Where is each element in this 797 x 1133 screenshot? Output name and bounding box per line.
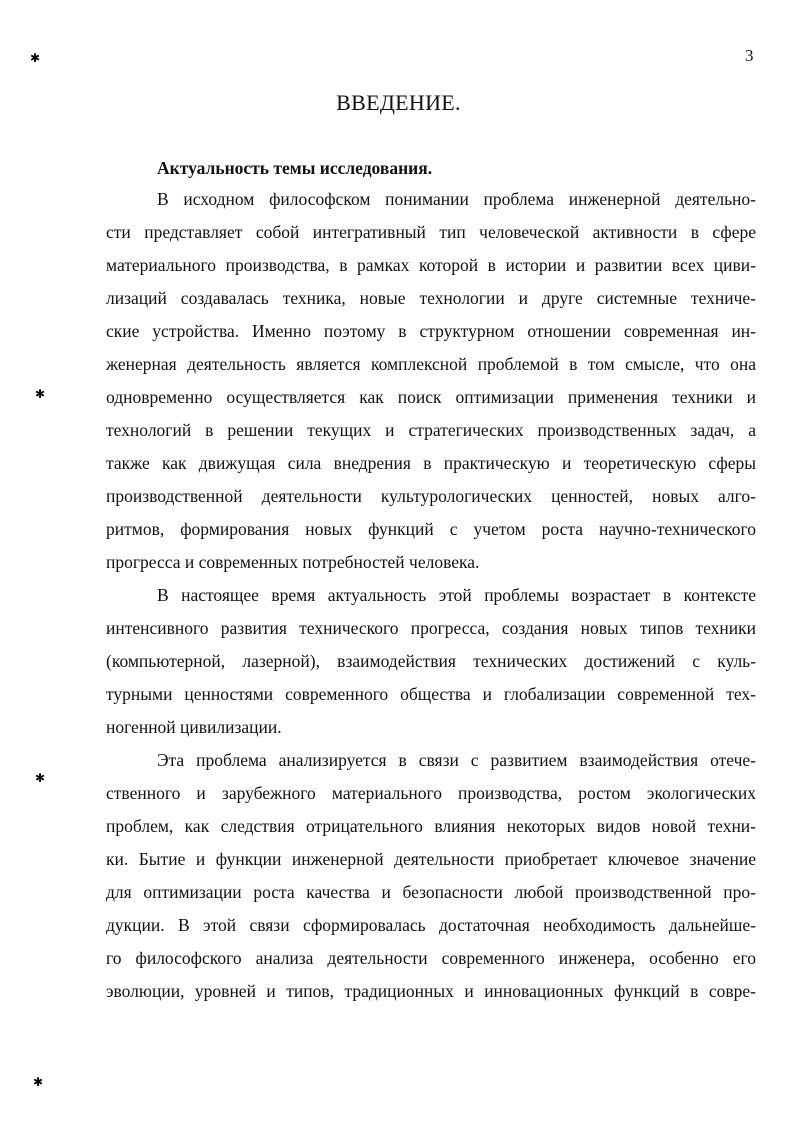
text-line: турными ценностями современного общества и глобализации современной тех- bbox=[106, 684, 756, 704]
text-line: материального производства, в рамках которой в истории и развитии всех циви- bbox=[106, 255, 756, 275]
text-line: лизаций создавалась техника, новые технологии и друге системные техниче- bbox=[106, 288, 756, 308]
text-line: проблем, как следствия отрицательного влияния некоторых видов новой техни- bbox=[106, 816, 756, 836]
scan-speck-icon: ✱ bbox=[30, 51, 41, 65]
text-line: производственной деятельности культурологических ценностей, новых алго- bbox=[106, 486, 756, 506]
text-line: интенсивного развития технического прогресса, создания новых типов техники bbox=[106, 618, 756, 638]
section-heading: Актуальность темы исследования. bbox=[157, 158, 433, 178]
text-line: В настоящее время актуальность этой проблемы возрастает в контексте bbox=[157, 585, 756, 605]
text-line: одновременно осуществляется как поиск оптимизации применения техники и bbox=[106, 387, 756, 407]
text-line: также как движущая сила внедрения в практическую и теоретическую сферы bbox=[106, 453, 756, 473]
page-number: 3 bbox=[745, 46, 754, 65]
text-line: ногенной цивилизации. bbox=[106, 717, 282, 737]
text-line: В исходном философском понимании проблема инженерной деятельно- bbox=[157, 189, 756, 209]
text-line: для оптимизации роста качества и безопасности любой производственной про- bbox=[106, 882, 756, 902]
text-line: го философского анализа деятельности современного инженера, особенно его bbox=[106, 948, 756, 968]
text-line: ские устройства. Именно поэтому в структурном отношении современная ин- bbox=[106, 321, 756, 341]
text-line: женерная деятельность является комплексной проблемой в том смысле, что она bbox=[106, 354, 756, 374]
text-line: технологий в решении текущих и стратегических производственных задач, а bbox=[106, 420, 756, 440]
text-line: ственного и зарубежного материального производства, ростом экологических bbox=[106, 783, 756, 803]
text-line: ритмов, формирования новых функций с учетом роста научно-технического bbox=[106, 519, 756, 539]
text-line: сти представляет собой интегративный тип человеческой активности в сфере bbox=[106, 222, 756, 242]
text-line: эволюции, уровней и типов, традиционных и инновационных функций в совре- bbox=[106, 981, 756, 1001]
text-line: прогресса и современных потребностей человека. bbox=[106, 552, 480, 572]
page-title: ВВЕДЕНИЕ. bbox=[336, 90, 461, 115]
scan-speck-icon: ✱ bbox=[35, 771, 46, 785]
scan-speck-icon: ✱ bbox=[35, 387, 46, 401]
text-line: (компьютерной, лазерной), взаимодействия технических достижений с куль- bbox=[106, 651, 756, 671]
scan-speck-icon: ✱ bbox=[33, 1075, 44, 1089]
text-line: ки. Бытие и функции инженерной деятельности приобретает ключевое значение bbox=[106, 849, 756, 869]
text-line: Эта проблема анализируется в связи с развитием взаимодействия отече- bbox=[157, 750, 756, 770]
text-line: дукции. В этой связи сформировалась достаточная необходимость дальнейше- bbox=[106, 915, 756, 935]
